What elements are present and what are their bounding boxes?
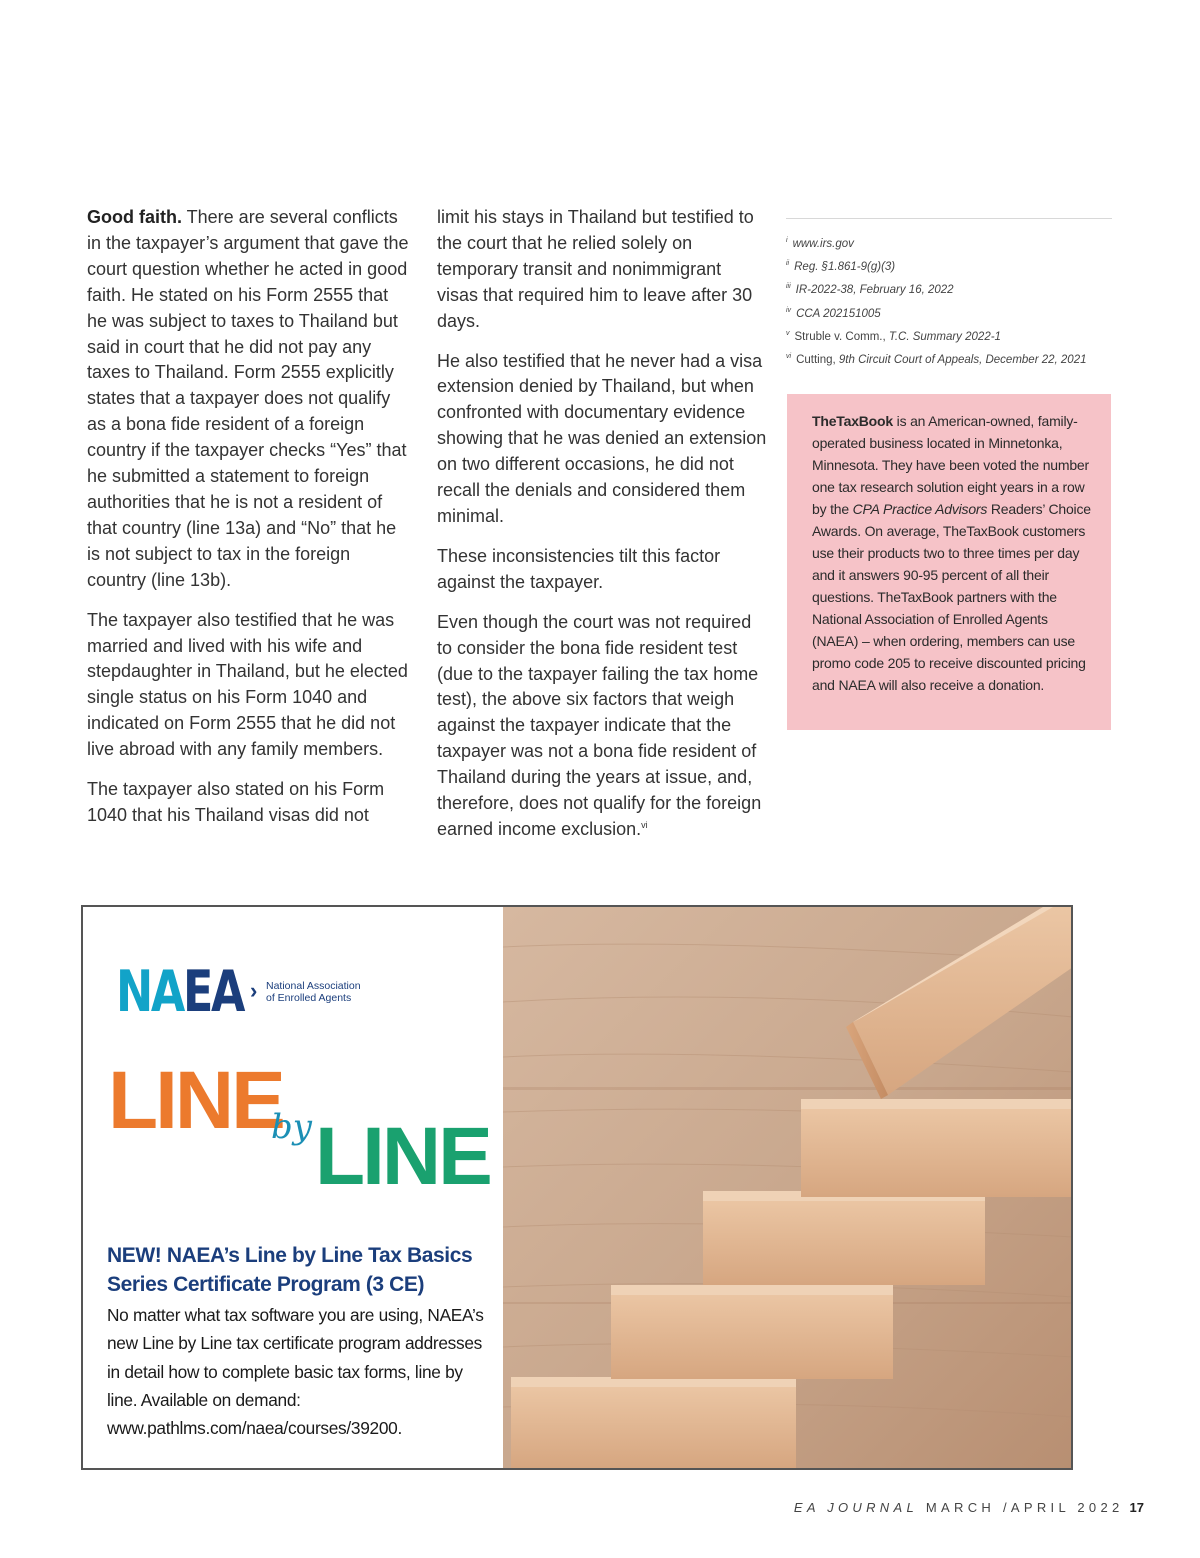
footnote-text: IR-2022-38, February 16, 2022 <box>795 284 954 297</box>
footnotes <box>786 218 1112 372</box>
naea-advertisement[interactable] <box>81 905 1073 1470</box>
line-by-line-title-1: LINE <box>108 1055 283 1146</box>
footnote-text: T.C. Summary 2022-1 <box>888 330 1001 343</box>
footnote-mark: i <box>786 237 788 244</box>
footnote-mark: ii <box>786 260 790 268</box>
thetaxbook-sidebar <box>787 394 1111 730</box>
paragraph: The taxpayer also stated on his Form 1040 that his Thailand visas did not <box>87 779 385 825</box>
footnote <box>786 303 1112 326</box>
footnote-case-name: Struble v. Comm., <box>794 330 889 343</box>
sidebar-publication: CPA Practice Advisors <box>852 501 988 517</box>
page-footer <box>794 1500 1144 1515</box>
paragraph-text: There are several conflicts in the taxpayer’s argument that gave the court question whether he acted in good faith. He stated on his Form 2555 that he was subject to taxes to Thailand but said in court that he did not pay any taxes to Thailand. Form 2555 explicitly states that a taxpayer does not qualify as a bona fide resident of a foreign country if the taxpayer checks “Yes” that he submitted a statement to foreign authorities that he is not a resident of that country (line 13a) and “No” that he is not subject to tax in the foreign country (line 13b). <box>87 207 409 590</box>
logo-subtitle-line: National Association <box>266 980 361 992</box>
article-column-middle <box>437 205 767 857</box>
sidebar-brand: TheTaxBook <box>812 413 893 429</box>
footnote-mark: iii <box>786 283 791 291</box>
paragraph: limit his stays in Thailand but testified to the court that he relied solely on temporary transit and nonimmigrant visas that required him to leave after 30 days. <box>437 207 754 331</box>
logo-na: NA <box>116 959 183 1025</box>
sidebar-text: is an American-owned, family-operated business located in Minnetonka, Minnesota. They have been voted the number one tax research solution eight years in a row by the <box>812 413 1089 517</box>
footnote-case-name: Cutting, <box>796 353 839 366</box>
line-by-line-title-2: LINE <box>315 1111 490 1202</box>
magazine-name: EA JOURNAL <box>793 1500 918 1515</box>
paragraph <box>87 205 413 594</box>
sidebar-text: Readers’ Choice Awards. On average, TheTaxBook customers use their products two to three times per day and it answers 90-95 percent of all their questions. TheTaxBook partners with the National Association of Enrolled Agents (NAEA) – when ordering, members can use promo code 205 to receive discounted pricing and NAEA will also receive a donation. <box>812 501 1091 693</box>
footnote-ref[interactable]: vi <box>641 819 648 830</box>
paragraph: These inconsistencies tilt this factor against the taxpayer. <box>437 545 721 592</box>
footnote-text: CCA 202151005 <box>796 307 881 320</box>
paragraph: The taxpayer also testified that he was married and lived with his wife and stepdaughter in Thailand, but he elected single status on his Form 1040 and indicated on Form 2555 that he did not live abroad with any family members. <box>87 609 408 760</box>
paragraph-lead: Good faith. <box>87 207 182 227</box>
footnote-text: Reg. §1.861-9(g)(3) <box>794 261 896 274</box>
footnote <box>786 256 1112 279</box>
ad-text-panel <box>83 907 503 1468</box>
footnote-text: www.irs.gov <box>792 237 854 250</box>
footnote-mark: vi <box>786 352 792 360</box>
footnote <box>786 233 1112 256</box>
footnote <box>786 349 1112 372</box>
paragraph <box>437 610 767 843</box>
logo-subtitle-line: of Enrolled Agents <box>266 992 352 1004</box>
logo-ea: EA <box>182 959 244 1025</box>
footnote-mark: v <box>786 329 790 337</box>
paragraph-text: Even though the court was not required to consider the bona fide resident test (due to the taxpayer failing the tax home test), the above six factors that weigh against the taxpayer indicate that the taxpayer was not a bona fide resident of Thailand during the years at issue, and, therefore, does not qualify for the foreign earned income exclusion. <box>437 611 762 839</box>
footnote <box>786 279 1112 302</box>
footnote-text: 9th Circuit Court of Appeals, December 22, 2021 <box>838 353 1087 366</box>
logo-subtitle <box>266 980 361 1004</box>
page-number: 17 <box>1129 1500 1144 1515</box>
issue-date: MARCH /APRIL 2022 <box>918 1500 1124 1515</box>
wooden-blocks-illustration <box>503 907 1073 1468</box>
ad-body[interactable]: No matter what tax software you are using, NAEA’s new Line by Line tax certificate program addresses in detail how to complete basic tax forms, line by line. Available on demand: www.pathlms.com/naea/courses/39200. <box>107 1305 484 1439</box>
wooden-blocks-photo <box>503 907 1073 1468</box>
article-column-left <box>87 205 413 843</box>
footnote-mark: iv <box>786 306 792 314</box>
line-by-line-by: by <box>271 1107 312 1147</box>
ad-headline: NEW! NAEA’s Line by Line Tax Basics Series Certificate Program (3 CE) <box>107 1244 473 1296</box>
paragraph: He also testified that he never had a visa extension denied by Thailand, but when confronted with documentary evidence showing that he was denied an extension on two different occasions, he did not recall the denials and considered them minimal. <box>437 350 767 526</box>
footnote <box>786 326 1112 349</box>
naea-logo <box>116 959 244 1025</box>
chevron-right-icon: › <box>250 978 258 1003</box>
